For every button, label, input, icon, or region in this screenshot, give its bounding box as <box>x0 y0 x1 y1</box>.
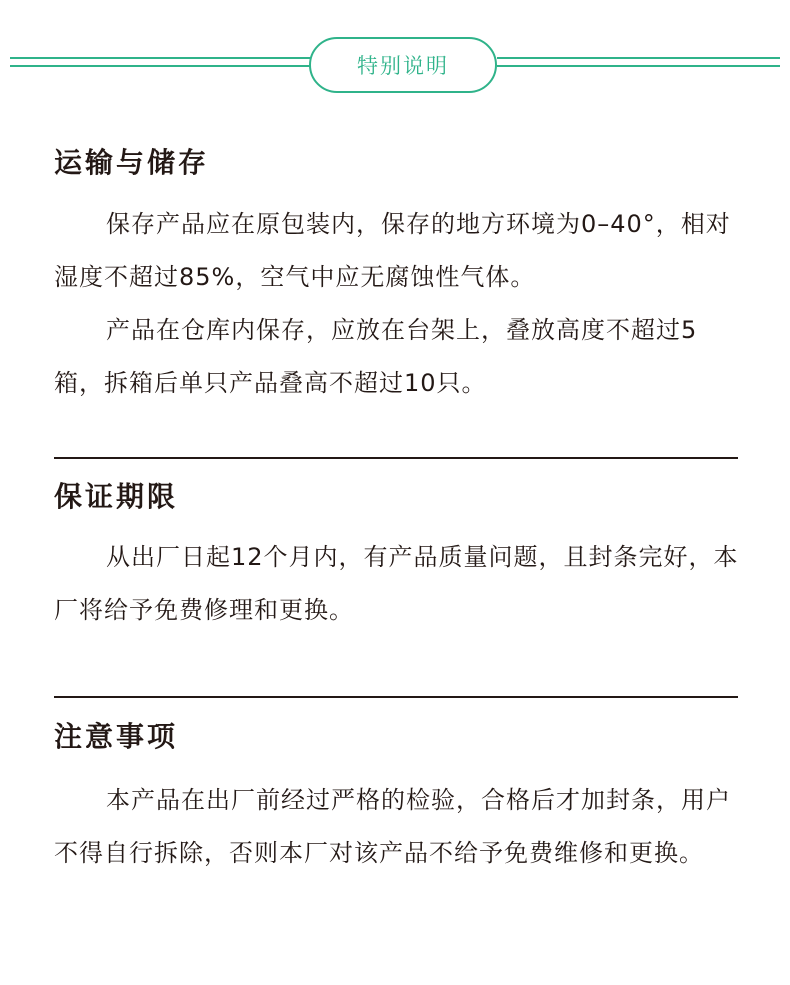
section-transport-paragraph-1: 保存产品应在原包装内，保存的地方环境为0–40°，相对湿度不超过85%，空气中应无腐蚀性气体。 <box>54 210 731 291</box>
header-rule-left-line-top <box>10 57 312 59</box>
header-badge <box>309 37 497 93</box>
header-rule-right-line-bottom <box>497 65 780 67</box>
section-title-warranty: 保证期限 <box>54 480 179 513</box>
section-divider-1 <box>54 457 738 459</box>
section-divider-2 <box>54 696 738 698</box>
header-rule-right <box>497 57 780 71</box>
section-warranty-paragraph-1: 从出厂日起12个月内，有产品质量问题，且封条完好，本厂将给予免费修理和更换。 <box>54 543 739 624</box>
header-rule-left <box>10 57 312 71</box>
header-badge-label: 特别说明 <box>357 54 449 78</box>
header-rule-left-line-bottom <box>10 65 312 67</box>
section-notes-paragraph-1: 本产品在出厂前经过严格的检验，合格后才加封条，用户不得自行拆除，否则本厂对该产品不给予免费维修和更换。 <box>54 786 731 867</box>
section-transport-paragraph-2: 产品在仓库内保存，应放在台架上，叠放高度不超过5箱，拆箱后单只产品叠高不超过10只。 <box>54 316 698 397</box>
header-rule-right-line-top <box>497 57 780 59</box>
section-title-notes: 注意事项 <box>54 720 179 753</box>
section-title-transport-storage: 运输与储存 <box>54 146 210 179</box>
